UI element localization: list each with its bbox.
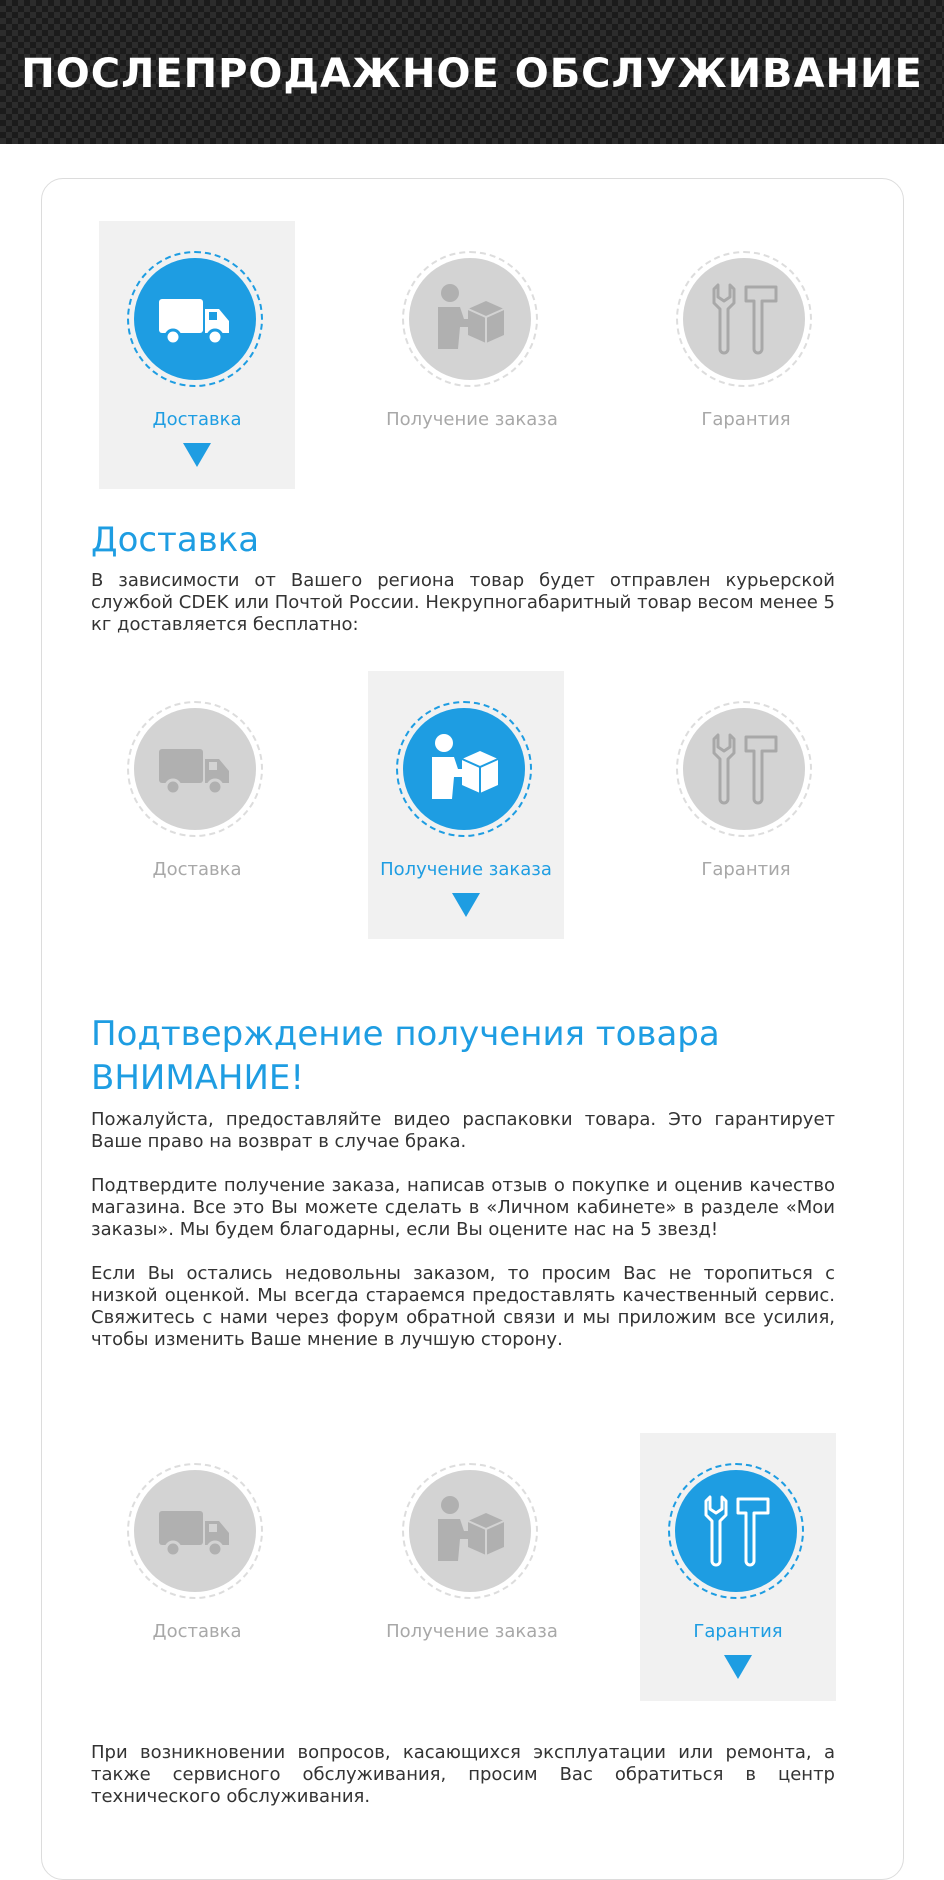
- truck-icon: [155, 279, 235, 359]
- tab-row-receipt: [0, 671, 944, 941]
- tab-receipt[interactable]: [374, 221, 570, 489]
- tab-receipt[interactable]: [374, 1433, 570, 1701]
- tab-delivery-label: Доставка: [152, 409, 242, 430]
- active-arrow: [452, 893, 480, 917]
- tab-delivery-label: Доставка: [152, 1621, 242, 1642]
- person-box-icon: [424, 729, 504, 809]
- tools-icon: [704, 279, 784, 359]
- tab-row-delivery: [0, 221, 944, 491]
- tab-delivery[interactable]: [99, 221, 295, 489]
- tab-delivery[interactable]: [99, 1433, 295, 1701]
- section-text-receipt: Пожалуйста, предоставляйте видео распаковки товара. Это гарантирует Ваше право на возврат в случае брака. Подтвердите получение заказа, написав отзыв о покупке и оценив качество магазина. Все это Вы можете сделать в «Личном кабинете» в разделе «Мои заказы». Мы будем благодарны, если Вы оцените нас на 5 звезд! Если Вы остались недовольны заказом, то просим Вас не торопиться с низкой оценкой. Мы всегда стараемся предоставлять качественный сервис. Свяжитесь с нами через форум обратной связи и мы приложим все усилия, чтобы изменить Ваше мнение в лучшую сторону.: [91, 1109, 835, 1350]
- section-title-receipt: Подтверждение получения товара: [91, 1014, 720, 1054]
- tab-delivery[interactable]: [99, 671, 295, 939]
- tab-receipt-label: Получение заказа: [386, 1621, 558, 1642]
- tab-receipt[interactable]: [368, 671, 564, 939]
- header-banner: [0, 0, 944, 144]
- tab-warranty[interactable]: [640, 1433, 836, 1701]
- section-title-delivery: Доставка: [91, 520, 260, 560]
- page-title: ПОСЛЕПРОДАЖНОЕ ОБСЛУЖИВАНИЕ: [21, 51, 923, 97]
- tab-warranty-label: Гарантия: [693, 1621, 783, 1642]
- tab-warranty-label: Гарантия: [701, 409, 791, 430]
- tab-warranty[interactable]: [648, 221, 844, 489]
- section-warning-heading: ВНИМАНИЕ!: [91, 1058, 305, 1098]
- tab-receipt-label: Получение заказа: [386, 409, 558, 430]
- active-arrow: [724, 1655, 752, 1679]
- person-box-icon: [430, 1491, 510, 1571]
- tab-delivery-label: Доставка: [152, 859, 242, 880]
- truck-icon: [155, 729, 235, 809]
- truck-icon: [155, 1491, 235, 1571]
- section-text-warranty: При возникновении вопросов, касающихся эксплуатации или ремонта, а также сервисного обслуживания, просим Вас обратиться в центр технического обслуживания.: [91, 1742, 835, 1807]
- tab-receipt-label: Получение заказа: [380, 859, 552, 880]
- tab-row-warranty: [0, 1433, 944, 1703]
- active-arrow: [183, 443, 211, 467]
- person-box-icon: [430, 279, 510, 359]
- tools-icon: [696, 1491, 776, 1571]
- tools-icon: [704, 729, 784, 809]
- section-text-delivery: В зависимости от Вашего региона товар будет отправлен курьерской службой CDEK или Почтой России. Некрупногабаритный товар весом менее 5 кг доставляется бесплатно:: [91, 570, 836, 635]
- tab-warranty[interactable]: [648, 671, 844, 939]
- tab-warranty-label: Гарантия: [701, 859, 791, 880]
